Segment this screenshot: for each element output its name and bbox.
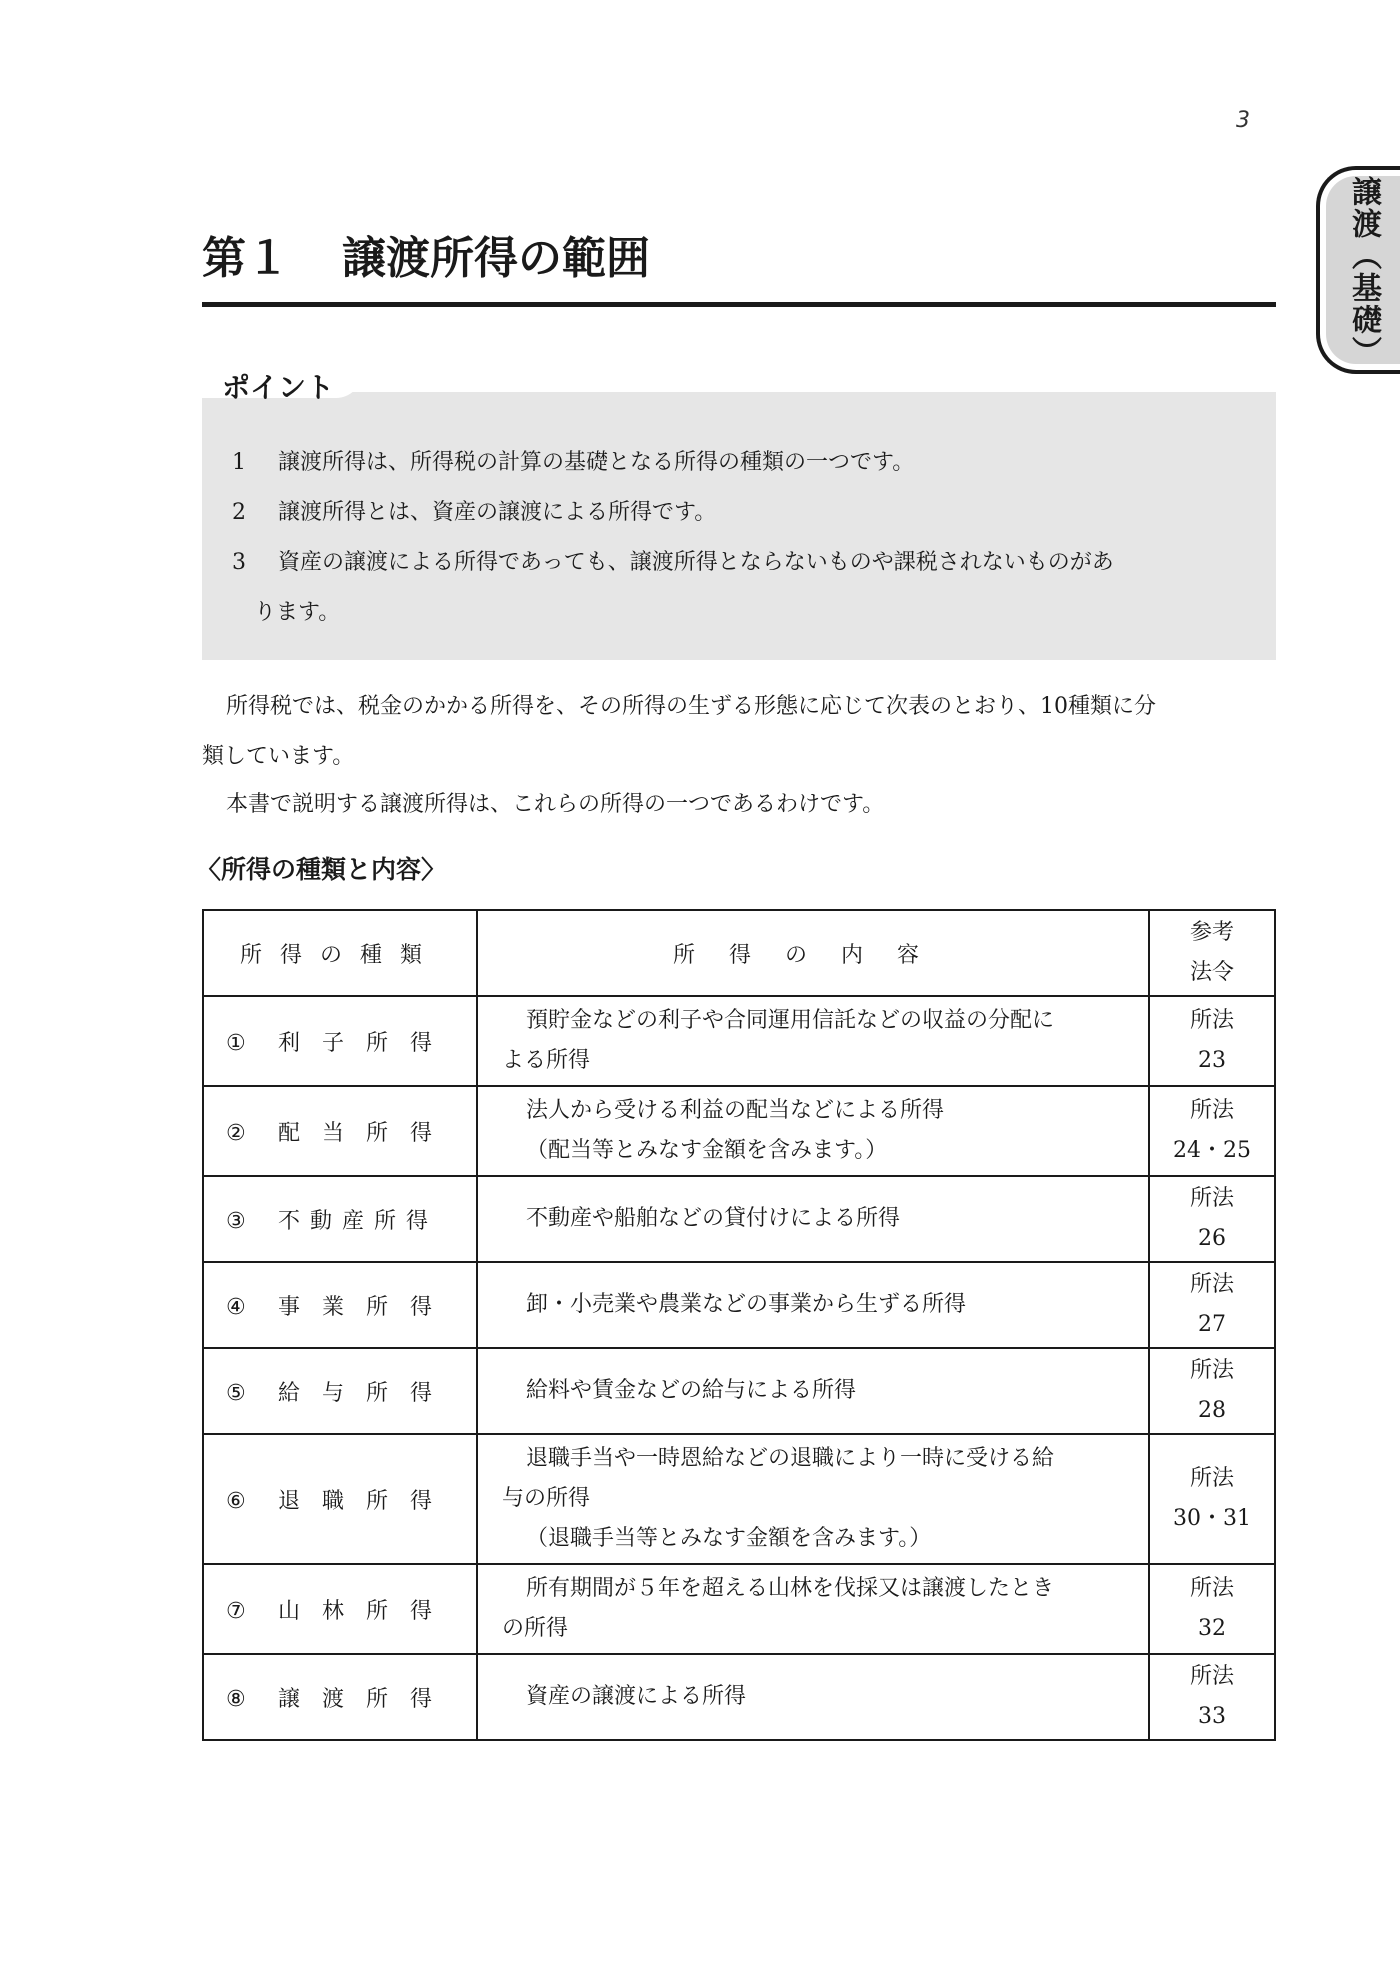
income-content: 不動産や船舶などの貸付けによる所得 [477, 1176, 1149, 1262]
point-item-continuation: ります。 [254, 600, 341, 625]
point-item [232, 448, 914, 478]
body-paragraph-1-line-1: 所得税では、税金のかかる所得を、その所得の生ずる形態に応じて次表のとおり、10種類に分 [226, 694, 1156, 719]
income-content: 所有期間が５年を超える山林を伐採又は譲渡したとき の所得 [477, 1564, 1149, 1654]
table-row [203, 1086, 1275, 1176]
income-content: 給料や賃金などの給与による所得 [477, 1348, 1149, 1434]
chapter-title [202, 222, 650, 286]
income-kind: ① 利子所得 [203, 996, 477, 1086]
income-kind: ③ 不動産所得 [203, 1176, 477, 1262]
income-reference: 所法 27 [1149, 1262, 1275, 1348]
chapter-title-text: 譲渡所得の範囲 [342, 233, 650, 284]
header-content: 所得の内容 [477, 910, 1149, 996]
point-item-number: 2 [232, 500, 246, 525]
point-item-text: 譲渡所得は、所得税の計算の基礎となる所得の種類の一つです。 [278, 450, 915, 475]
income-content: 卸・小売業や農業などの事業から生ずる所得 [477, 1262, 1149, 1348]
income-reference: 所法 26 [1149, 1176, 1275, 1262]
point-item-number: 1 [232, 450, 246, 475]
income-content: 法人から受ける利益の配当などによる所得 （配当等とみなす金額を含みます。） [477, 1086, 1149, 1176]
income-reference: 所法 24・25 [1149, 1086, 1275, 1176]
table-row [203, 1434, 1275, 1564]
table-row [203, 1262, 1275, 1348]
table-row [203, 1654, 1275, 1740]
income-kind: ⑧ 譲渡所得 [203, 1654, 477, 1740]
header-kind: 所得の種類 [203, 910, 477, 996]
table-heading: 〈所得の種類と内容〉 [196, 855, 447, 884]
point-item-text: 資産の譲渡による所得であっても、譲渡所得とならないものや課税されないものがあ [278, 550, 1114, 575]
table-row [203, 1348, 1275, 1434]
income-types-table [202, 909, 1276, 1741]
table-header-row [203, 910, 1275, 996]
page-number: 3 [1236, 108, 1250, 133]
side-tab[interactable] [1326, 176, 1400, 368]
income-kind: ⑦ 山林所得 [203, 1564, 477, 1654]
income-kind: ② 配当所得 [203, 1086, 477, 1176]
body-paragraph-2: 本書で説明する譲渡所得は、これらの所得の一つであるわけです。 [226, 792, 885, 817]
point-item-text: 譲渡所得とは、資産の譲渡による所得です。 [278, 500, 717, 525]
body-paragraph-1-line-2: 類しています。 [202, 744, 355, 769]
table-row [203, 1564, 1275, 1654]
header-reference: 参考 法令 [1149, 910, 1275, 996]
point-item [232, 498, 716, 528]
title-underline [202, 302, 1276, 307]
income-reference: 所法 30・31 [1149, 1434, 1275, 1564]
income-reference: 所法 23 [1149, 996, 1275, 1086]
income-kind: ⑤ 給与所得 [203, 1348, 477, 1434]
table-row [203, 1176, 1275, 1262]
income-kind: ⑥ 退職所得 [203, 1434, 477, 1564]
table-row [203, 996, 1275, 1086]
income-content: 資産の譲渡による所得 [477, 1654, 1149, 1740]
chapter-number: 第１ [202, 233, 290, 284]
income-content: 預貯金などの利子や合同運用信託などの収益の分配に よる所得 [477, 996, 1149, 1086]
income-reference: 所法 33 [1149, 1654, 1275, 1740]
income-reference: 所法 28 [1149, 1348, 1275, 1434]
point-item-number: 3 [232, 550, 246, 575]
point-item [232, 548, 1114, 578]
income-kind: ④ 事業所得 [203, 1262, 477, 1348]
income-content: 退職手当や一時恩給などの退職により一時に受ける給 与の所得 （退職手当等とみなす金額を含みます。） [477, 1434, 1149, 1564]
income-reference: 所法 32 [1149, 1564, 1275, 1654]
point-label: ポイント [222, 371, 335, 404]
side-tab-label: 譲渡（基礎） [1346, 176, 1381, 368]
